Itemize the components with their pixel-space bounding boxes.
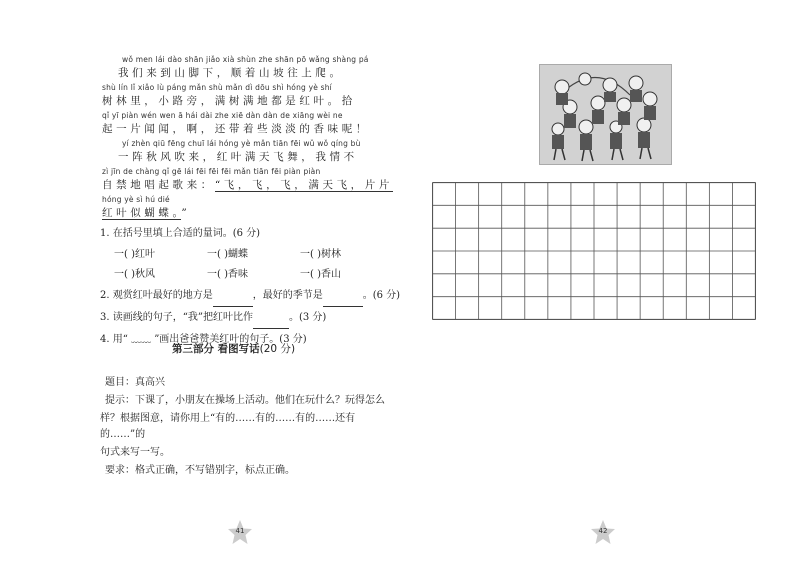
question-3-text-b: 。(3 分) bbox=[288, 312, 327, 323]
passage-line-6 bbox=[100, 195, 410, 219]
underlined-sentence: “飞，飞，飞，满天飞，片片 bbox=[214, 179, 393, 191]
question-3 bbox=[100, 307, 410, 329]
page-number-text: 42 bbox=[598, 527, 608, 535]
question-2-text-a: 2. 观赏红叶最好的地方是 bbox=[100, 290, 213, 301]
task-requirement: 要求：格式正确，不写错别字，标点正确。 bbox=[105, 465, 295, 476]
pinyin: qǐ yī piàn wén wen ā hái dài zhe xiē dàn dàn de xiāng wèi ne bbox=[102, 111, 343, 120]
passage-line-3 bbox=[100, 111, 410, 135]
question-1: 1. 在括号里填上合适的量词。(6 分) bbox=[100, 228, 261, 239]
question-3-text-a: 3. 读画线的句子，“我”把红叶比作 bbox=[100, 312, 253, 323]
question-2-text-b: ，最好的季节是 bbox=[252, 290, 323, 301]
hanzi-plain: 自禁地唱起歌来： bbox=[102, 179, 215, 191]
section-heading bbox=[172, 341, 295, 356]
page-number-text: 41 bbox=[235, 527, 245, 535]
page-number-left bbox=[227, 519, 253, 545]
section-title: 第三部分 看图写话 bbox=[172, 343, 260, 355]
option[interactable]: 一( )香味 bbox=[207, 269, 248, 280]
option[interactable]: 一( )秋风 bbox=[114, 269, 155, 280]
pinyin: zì jīn de chàng qǐ gē lái fēi fēi fēi mǎn tiān fēi piàn piàn bbox=[102, 167, 321, 176]
underlined-sentence: 红叶似蝴蝶。 bbox=[102, 207, 182, 219]
passage-line-4 bbox=[100, 139, 410, 163]
task-hint-line: 样？根据图意，请你用上“有的……有的……有的……还有的……”的 bbox=[100, 413, 356, 440]
hanzi bbox=[100, 177, 410, 191]
section-score: (20 分) bbox=[259, 343, 296, 355]
question-2-text-c: 。(6 分) bbox=[362, 290, 401, 301]
children-playing-illustration bbox=[539, 64, 672, 165]
answer-blank[interactable] bbox=[323, 296, 363, 307]
question-4: 4. 用“ ﹏﹏ ”画出爸爸赞美红叶的句子。(3 分) bbox=[100, 334, 307, 345]
pinyin: shù lín lǐ xiǎo lù páng mǎn shù mǎn dì dōu shì hóng yè shí bbox=[102, 83, 332, 92]
hanzi: 树林里，小路旁，满树满地都是红叶。拾 bbox=[102, 95, 356, 107]
pinyin: wǒ men lái dào shān jiǎo xià shùn zhe shān pō wǎng shàng pá bbox=[122, 55, 369, 64]
option[interactable]: 一( )树林 bbox=[300, 249, 341, 260]
pinyin: yí zhèn qiū fēng chuī lái hóng yè mǎn tiān fēi wǔ wǒ qíng bù bbox=[122, 139, 361, 148]
passage-line-2 bbox=[100, 83, 410, 107]
answer-blank[interactable] bbox=[213, 296, 253, 307]
answer-blank[interactable] bbox=[253, 318, 289, 329]
passage-line-1 bbox=[100, 55, 410, 79]
option[interactable]: 一( )蝴蝶 bbox=[207, 249, 248, 260]
writing-grid-lines bbox=[432, 182, 756, 320]
pinyin: hóng yè sì hú dié bbox=[102, 195, 170, 204]
question-2 bbox=[100, 285, 410, 307]
children-playing-picture bbox=[540, 65, 671, 164]
option[interactable]: 一( )红叶 bbox=[114, 249, 155, 260]
hanzi: 起一片闻闻，啊，还带着些淡淡的香味呢！ bbox=[102, 123, 370, 135]
option[interactable]: 一( )香山 bbox=[300, 269, 341, 280]
question-1-options-row-1 bbox=[100, 245, 410, 265]
task-topic: 题目：真高兴 bbox=[105, 377, 165, 388]
writing-grid[interactable] bbox=[432, 182, 756, 320]
hanzi: 我们来到山脚下，顺着山坡往上爬。 bbox=[118, 67, 344, 79]
reading-passage bbox=[100, 55, 410, 351]
hanzi-plain: ” bbox=[181, 207, 191, 219]
task-hint-line: 提示：下课了，小朋友在操场上活动。他们在玩什么？玩得怎么 bbox=[105, 395, 385, 406]
task-hint-line: 句式来写一写。 bbox=[100, 447, 170, 458]
hanzi: 一阵秋风吹来，红叶满天飞舞，我情不 bbox=[118, 151, 358, 163]
passage-line-5 bbox=[100, 167, 410, 191]
writing-task bbox=[100, 375, 400, 481]
hanzi bbox=[100, 205, 410, 219]
page-number-right bbox=[590, 519, 616, 545]
question-1-options-row-2 bbox=[100, 265, 410, 285]
